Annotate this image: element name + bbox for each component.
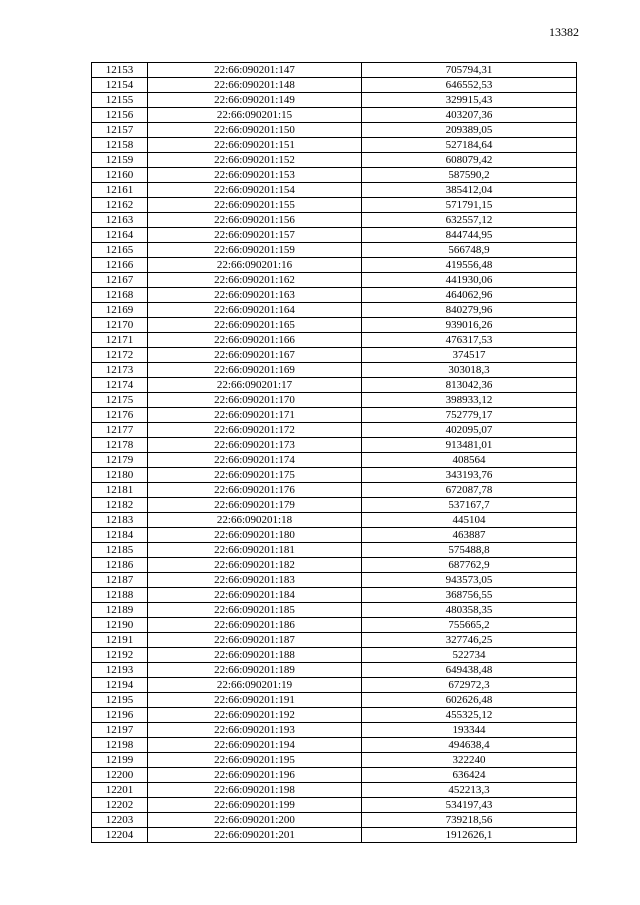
cadastral-number-cell: 22:66:090201:194	[148, 738, 362, 753]
table-row	[92, 228, 577, 243]
table-row	[92, 438, 577, 453]
value-cell: 705794,31	[362, 63, 577, 78]
cadastral-number-cell: 22:66:090201:187	[148, 633, 362, 648]
cadastral-number-cell: 22:66:090201:17	[148, 378, 362, 393]
value-cell: 464062,96	[362, 288, 577, 303]
table-row	[92, 258, 577, 273]
table-row	[92, 813, 577, 828]
cadastral-number-cell: 22:66:090201:200	[148, 813, 362, 828]
table-row	[92, 723, 577, 738]
table-row	[92, 348, 577, 363]
cadastral-number-cell: 22:66:090201:16	[148, 258, 362, 273]
table-row	[92, 603, 577, 618]
table-row	[92, 183, 577, 198]
row-number-cell: 12168	[92, 288, 148, 303]
row-number-cell: 12172	[92, 348, 148, 363]
table-row	[92, 333, 577, 348]
row-number-cell: 12158	[92, 138, 148, 153]
table-row	[92, 528, 577, 543]
value-cell: 398933,12	[362, 393, 577, 408]
value-cell: 322240	[362, 753, 577, 768]
value-cell: 374517	[362, 348, 577, 363]
row-number-cell: 12198	[92, 738, 148, 753]
table-row	[92, 408, 577, 423]
cadastral-number-cell: 22:66:090201:198	[148, 783, 362, 798]
value-cell: 402095,07	[362, 423, 577, 438]
row-number-cell: 12188	[92, 588, 148, 603]
row-number-cell: 12178	[92, 438, 148, 453]
value-cell: 463887	[362, 528, 577, 543]
row-number-cell: 12170	[92, 318, 148, 333]
row-number-cell: 12161	[92, 183, 148, 198]
row-number-cell: 12159	[92, 153, 148, 168]
row-number-cell: 12204	[92, 828, 148, 843]
cadastral-number-cell: 22:66:090201:157	[148, 228, 362, 243]
row-number-cell: 12203	[92, 813, 148, 828]
table-row	[92, 708, 577, 723]
row-number-cell: 12182	[92, 498, 148, 513]
row-number-cell: 12157	[92, 123, 148, 138]
cadastral-number-cell: 22:66:090201:199	[148, 798, 362, 813]
cadastral-number-cell: 22:66:090201:170	[148, 393, 362, 408]
value-cell: 403207,36	[362, 108, 577, 123]
row-number-cell: 12167	[92, 273, 148, 288]
row-number-cell: 12160	[92, 168, 148, 183]
row-number-cell: 12173	[92, 363, 148, 378]
value-cell: 939016,26	[362, 318, 577, 333]
cadastral-number-cell: 22:66:090201:172	[148, 423, 362, 438]
value-cell: 672087,78	[362, 483, 577, 498]
value-cell: 571791,15	[362, 198, 577, 213]
value-cell: 566748,9	[362, 243, 577, 258]
value-cell: 534197,43	[362, 798, 577, 813]
value-cell: 522734	[362, 648, 577, 663]
value-cell: 368756,55	[362, 588, 577, 603]
row-number-cell: 12163	[92, 213, 148, 228]
cadastral-number-cell: 22:66:090201:167	[148, 348, 362, 363]
cadastral-number-cell: 22:66:090201:186	[148, 618, 362, 633]
cadastral-number-cell: 22:66:090201:150	[148, 123, 362, 138]
row-number-cell: 12179	[92, 453, 148, 468]
table-row	[92, 783, 577, 798]
value-cell: 813042,36	[362, 378, 577, 393]
table-row	[92, 123, 577, 138]
cadastral-number-cell: 22:66:090201:19	[148, 678, 362, 693]
cadastral-number-cell: 22:66:090201:164	[148, 303, 362, 318]
cadastral-number-cell: 22:66:090201:155	[148, 198, 362, 213]
row-number-cell: 12195	[92, 693, 148, 708]
value-cell: 752779,17	[362, 408, 577, 423]
cadastral-number-cell: 22:66:090201:176	[148, 483, 362, 498]
value-cell: 739218,56	[362, 813, 577, 828]
value-cell: 385412,04	[362, 183, 577, 198]
row-number-cell: 12184	[92, 528, 148, 543]
value-cell: 527184,64	[362, 138, 577, 153]
cadastral-number-cell: 22:66:090201:201	[148, 828, 362, 843]
value-cell: 441930,06	[362, 273, 577, 288]
table-row	[92, 468, 577, 483]
value-cell: 672972,3	[362, 678, 577, 693]
row-number-cell: 12162	[92, 198, 148, 213]
row-number-cell: 12175	[92, 393, 148, 408]
row-number-cell: 12191	[92, 633, 148, 648]
value-cell: 687762,9	[362, 558, 577, 573]
table-body	[92, 63, 577, 843]
table-row	[92, 633, 577, 648]
table-row	[92, 453, 577, 468]
cadastral-number-cell: 22:66:090201:188	[148, 648, 362, 663]
value-cell: 840279,96	[362, 303, 577, 318]
cadastral-number-cell: 22:66:090201:149	[148, 93, 362, 108]
table-row	[92, 543, 577, 558]
value-cell: 844744,95	[362, 228, 577, 243]
cadastral-number-cell: 22:66:090201:151	[148, 138, 362, 153]
table-row	[92, 618, 577, 633]
row-number-cell: 12199	[92, 753, 148, 768]
value-cell: 1912626,1	[362, 828, 577, 843]
table-row	[92, 378, 577, 393]
cadastral-number-cell: 22:66:090201:15	[148, 108, 362, 123]
value-cell: 636424	[362, 768, 577, 783]
table-row	[92, 678, 577, 693]
cadastral-number-cell: 22:66:090201:162	[148, 273, 362, 288]
cadastral-number-cell: 22:66:090201:153	[148, 168, 362, 183]
value-cell: 632557,12	[362, 213, 577, 228]
cadastral-number-cell: 22:66:090201:195	[148, 753, 362, 768]
value-cell: 476317,53	[362, 333, 577, 348]
cadastral-number-cell: 22:66:090201:18	[148, 513, 362, 528]
row-number-cell: 12185	[92, 543, 148, 558]
table-row	[92, 273, 577, 288]
cadastral-number-cell: 22:66:090201:189	[148, 663, 362, 678]
table-row	[92, 138, 577, 153]
row-number-cell: 12153	[92, 63, 148, 78]
table-row	[92, 558, 577, 573]
row-number-cell: 12155	[92, 93, 148, 108]
row-number-cell: 12202	[92, 798, 148, 813]
value-cell: 649438,48	[362, 663, 577, 678]
cadastral-number-cell: 22:66:090201:154	[148, 183, 362, 198]
table-row	[92, 168, 577, 183]
value-cell: 537167,7	[362, 498, 577, 513]
table-row	[92, 108, 577, 123]
cadastral-number-cell: 22:66:090201:191	[148, 693, 362, 708]
cadastral-number-cell: 22:66:090201:159	[148, 243, 362, 258]
table-row	[92, 303, 577, 318]
value-cell: 408564	[362, 453, 577, 468]
row-number-cell: 12176	[92, 408, 148, 423]
cadastral-number-cell: 22:66:090201:196	[148, 768, 362, 783]
value-cell: 755665,2	[362, 618, 577, 633]
row-number-cell: 12186	[92, 558, 148, 573]
table-row	[92, 243, 577, 258]
row-number-cell: 12180	[92, 468, 148, 483]
cadastral-number-cell: 22:66:090201:173	[148, 438, 362, 453]
cadastral-number-cell: 22:66:090201:152	[148, 153, 362, 168]
row-number-cell: 12171	[92, 333, 148, 348]
cadastral-number-cell: 22:66:090201:147	[148, 63, 362, 78]
row-number-cell: 12177	[92, 423, 148, 438]
table-row	[92, 63, 577, 78]
table-row	[92, 648, 577, 663]
cadastral-number-cell: 22:66:090201:175	[148, 468, 362, 483]
table-row	[92, 663, 577, 678]
row-number-cell: 12183	[92, 513, 148, 528]
table-row	[92, 798, 577, 813]
row-number-cell: 12193	[92, 663, 148, 678]
value-cell: 608079,42	[362, 153, 577, 168]
table-row	[92, 363, 577, 378]
row-number-cell: 12190	[92, 618, 148, 633]
table-row	[92, 738, 577, 753]
value-cell: 943573,05	[362, 573, 577, 588]
value-cell: 303018,3	[362, 363, 577, 378]
value-cell: 343193,76	[362, 468, 577, 483]
value-cell: 494638,4	[362, 738, 577, 753]
page-number: 13382	[549, 25, 579, 39]
table-row	[92, 288, 577, 303]
table-row	[92, 423, 577, 438]
cadastral-number-cell: 22:66:090201:148	[148, 78, 362, 93]
data-table	[91, 62, 577, 843]
table-row	[92, 483, 577, 498]
cadastral-number-cell: 22:66:090201:193	[148, 723, 362, 738]
value-cell: 452213,3	[362, 783, 577, 798]
cadastral-number-cell: 22:66:090201:184	[148, 588, 362, 603]
cadastral-number-cell: 22:66:090201:182	[148, 558, 362, 573]
row-number-cell: 12165	[92, 243, 148, 258]
cadastral-number-cell: 22:66:090201:181	[148, 543, 362, 558]
value-cell: 419556,48	[362, 258, 577, 273]
row-number-cell: 12194	[92, 678, 148, 693]
cadastral-number-cell: 22:66:090201:165	[148, 318, 362, 333]
row-number-cell: 12196	[92, 708, 148, 723]
table-row	[92, 573, 577, 588]
value-cell: 646552,53	[362, 78, 577, 93]
table-row	[92, 93, 577, 108]
table-row	[92, 318, 577, 333]
table-row	[92, 768, 577, 783]
row-number-cell: 12201	[92, 783, 148, 798]
cadastral-number-cell: 22:66:090201:169	[148, 363, 362, 378]
value-cell: 193344	[362, 723, 577, 738]
row-number-cell: 12169	[92, 303, 148, 318]
value-cell: 327746,25	[362, 633, 577, 648]
row-number-cell: 12174	[92, 378, 148, 393]
cadastral-number-cell: 22:66:090201:174	[148, 453, 362, 468]
row-number-cell: 12200	[92, 768, 148, 783]
table-row	[92, 153, 577, 168]
cadastral-number-cell: 22:66:090201:192	[148, 708, 362, 723]
table-row	[92, 393, 577, 408]
value-cell: 455325,12	[362, 708, 577, 723]
value-cell: 209389,05	[362, 123, 577, 138]
table-row	[92, 513, 577, 528]
value-cell: 445104	[362, 513, 577, 528]
row-number-cell: 12189	[92, 603, 148, 618]
value-cell: 587590,2	[362, 168, 577, 183]
row-number-cell: 12164	[92, 228, 148, 243]
row-number-cell: 12197	[92, 723, 148, 738]
cadastral-number-cell: 22:66:090201:185	[148, 603, 362, 618]
row-number-cell: 12166	[92, 258, 148, 273]
cadastral-number-cell: 22:66:090201:166	[148, 333, 362, 348]
value-cell: 913481,01	[362, 438, 577, 453]
value-cell: 602626,48	[362, 693, 577, 708]
cadastral-number-cell: 22:66:090201:183	[148, 573, 362, 588]
row-number-cell: 12187	[92, 573, 148, 588]
row-number-cell: 12154	[92, 78, 148, 93]
row-number-cell: 12192	[92, 648, 148, 663]
table-row	[92, 198, 577, 213]
table-row	[92, 588, 577, 603]
table-row	[92, 213, 577, 228]
table-row	[92, 828, 577, 843]
row-number-cell: 12156	[92, 108, 148, 123]
value-cell: 480358,35	[362, 603, 577, 618]
cadastral-number-cell: 22:66:090201:156	[148, 213, 362, 228]
table-row	[92, 693, 577, 708]
cadastral-number-cell: 22:66:090201:180	[148, 528, 362, 543]
cadastral-number-cell: 22:66:090201:171	[148, 408, 362, 423]
cadastral-number-cell: 22:66:090201:179	[148, 498, 362, 513]
table-row	[92, 498, 577, 513]
table-row	[92, 753, 577, 768]
row-number-cell: 12181	[92, 483, 148, 498]
table-row	[92, 78, 577, 93]
value-cell: 575488,8	[362, 543, 577, 558]
value-cell: 329915,43	[362, 93, 577, 108]
cadastral-number-cell: 22:66:090201:163	[148, 288, 362, 303]
